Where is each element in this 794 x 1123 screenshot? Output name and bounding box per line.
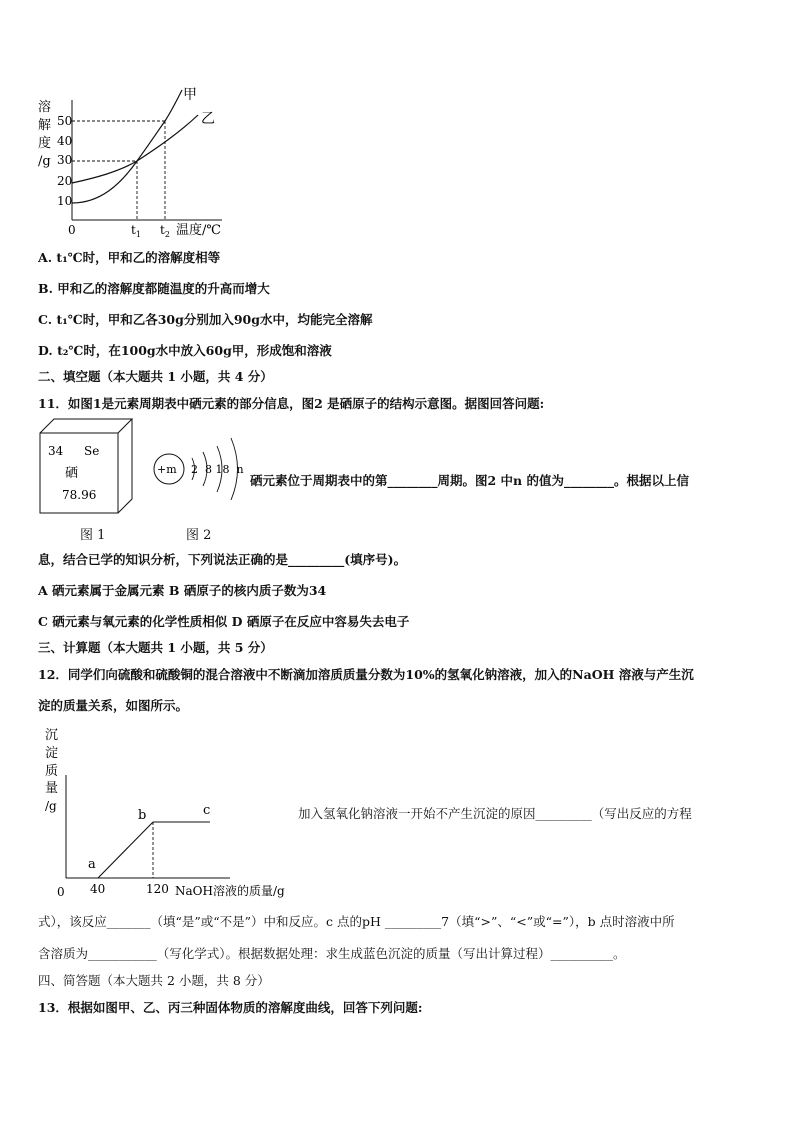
element-name: 硒 <box>65 466 79 481</box>
chart2-point-label: c <box>203 803 211 818</box>
fig1-caption: 图 1 <box>80 528 106 543</box>
q11-text-line1: 硒元素位于周期表中的第________周期。图2 中n 的值为________。根据以上信 <box>250 473 689 488</box>
q10-option-a: A. t₁℃时，甲和乙的溶解度相等 <box>38 250 221 265</box>
q10-option-d: D. t₂℃时，在100g水中放入60g甲，形成饱和溶液 <box>38 343 332 358</box>
q11-options-cd: C 硒元素与氧元素的化学性质相似 D 硒原子在反应中容易失去电子 <box>38 614 410 629</box>
q12-text-line3: 式），该反应_______（填“是”或“不是”）中和反应。c 点的pH _________7（填“>”、“<”或“=”），b 点时溶液中所 <box>38 914 675 929</box>
q13-stem: 13．根据如图甲、乙、丙三种固体物质的溶解度曲线，回答下列问题: <box>38 1000 423 1015</box>
q11-text-line2: 息，结合已学的知识分析，下列说法正确的是_________(填序号)。 <box>38 552 407 567</box>
chart2-ylabel-char: 沉 <box>45 728 59 743</box>
q12-text-line4: 含溶质为___________（写化学式）。根据数据处理：求生成蓝色沉淀的质量（写出计算过程）__________。 <box>38 946 626 961</box>
chart2-xtick-label: 40 <box>90 882 106 896</box>
chart1-series-yi <box>72 115 198 183</box>
chart1-series-jia <box>72 90 182 203</box>
precipitate-chart <box>0 720 320 905</box>
chart1-ytick-label: 10 <box>57 194 73 208</box>
atom-structure-diagram <box>145 430 250 510</box>
chart1-ytick-label: 50 <box>57 114 73 128</box>
chart1-ylabel-char: 解 <box>38 118 52 133</box>
chart1-ylabel-char: 溶 <box>38 100 52 115</box>
element-mass: 78.96 <box>62 488 97 502</box>
fig2-caption: 图 2 <box>186 528 212 543</box>
chart1-ytick-label: 20 <box>57 174 73 188</box>
chart2-ylabel-char: /g <box>45 799 57 813</box>
chart2-point-label: a <box>88 857 96 872</box>
atom-shells: 2 8 18 n <box>191 463 244 476</box>
chart1-ylabel-char: /g <box>38 154 51 169</box>
section-heading: 四、简答题（本大题共 2 小题，共 8 分） <box>38 973 270 988</box>
atom-nucleus: +m <box>157 463 177 476</box>
section-heading: 二、填空题（本大题共 1 小题，共 4 分） <box>38 369 273 384</box>
solubility-chart <box>0 0 794 250</box>
q12-stem-line2: 淀的质量关系，如图所示。 <box>38 698 189 713</box>
chart2-point-label: b <box>138 808 147 823</box>
q11-stem: 11．如图1是元素周期表中硒元素的部分信息，图2 是硒原子的结构示意图。据图回答问题: <box>38 396 545 411</box>
element-symbol: Se <box>84 444 100 458</box>
chart1-ytick-label: 30 <box>57 153 73 167</box>
chart2-ylabel-char: 淀 <box>45 746 59 761</box>
element-card <box>30 415 140 520</box>
section-heading: 三、计算题（本大题共 1 小题，共 5 分） <box>38 640 273 655</box>
q10-option-c: C. t₁℃时，甲和乙各30g分别加入90g水中，均能完全溶解 <box>38 312 373 327</box>
chart1-xtick-label: $t_1$ <box>131 223 141 239</box>
chart1-xunit: 温度/℃ <box>176 223 221 238</box>
q10-option-b: B. 甲和乙的溶解度都随温度的升高而增大 <box>38 281 270 296</box>
chart1-ytick-label: 40 <box>57 134 73 148</box>
chart1-series-label: 甲 <box>183 87 197 103</box>
chart2-xunit: NaOH溶液的质量/g <box>175 884 285 898</box>
chart1-ylabel-char: 度 <box>38 136 52 151</box>
q11-options-ab: A 硒元素属于金属元素 B 硒原子的核内质子数为34 <box>38 583 327 598</box>
q12-stem-line1: 12．同学们向硫酸和硫酸铜的混合溶液中不断滴加溶质质量分数为10%的氢氧化钠溶液，加入的NaOH 溶液与产生沉 <box>38 667 694 682</box>
chart2-ylabel-char: 量 <box>45 781 59 796</box>
chart2-series-rise <box>98 822 153 878</box>
chart2-ylabel-char: 质 <box>45 764 59 779</box>
chart2-xtick-label: 0 <box>57 885 65 899</box>
chart1-xtick-label: $t_2$ <box>160 223 170 239</box>
q12-side-text: 加入氢氧化钠溶液一开始不产生沉淀的原因_________（写出反应的方程 <box>298 806 692 821</box>
chart2-xtick-label: 120 <box>146 882 169 896</box>
chart1-series-label: 乙 <box>201 111 215 127</box>
chart1-xtick-label: 0 <box>68 223 76 237</box>
element-number: 34 <box>48 444 64 458</box>
